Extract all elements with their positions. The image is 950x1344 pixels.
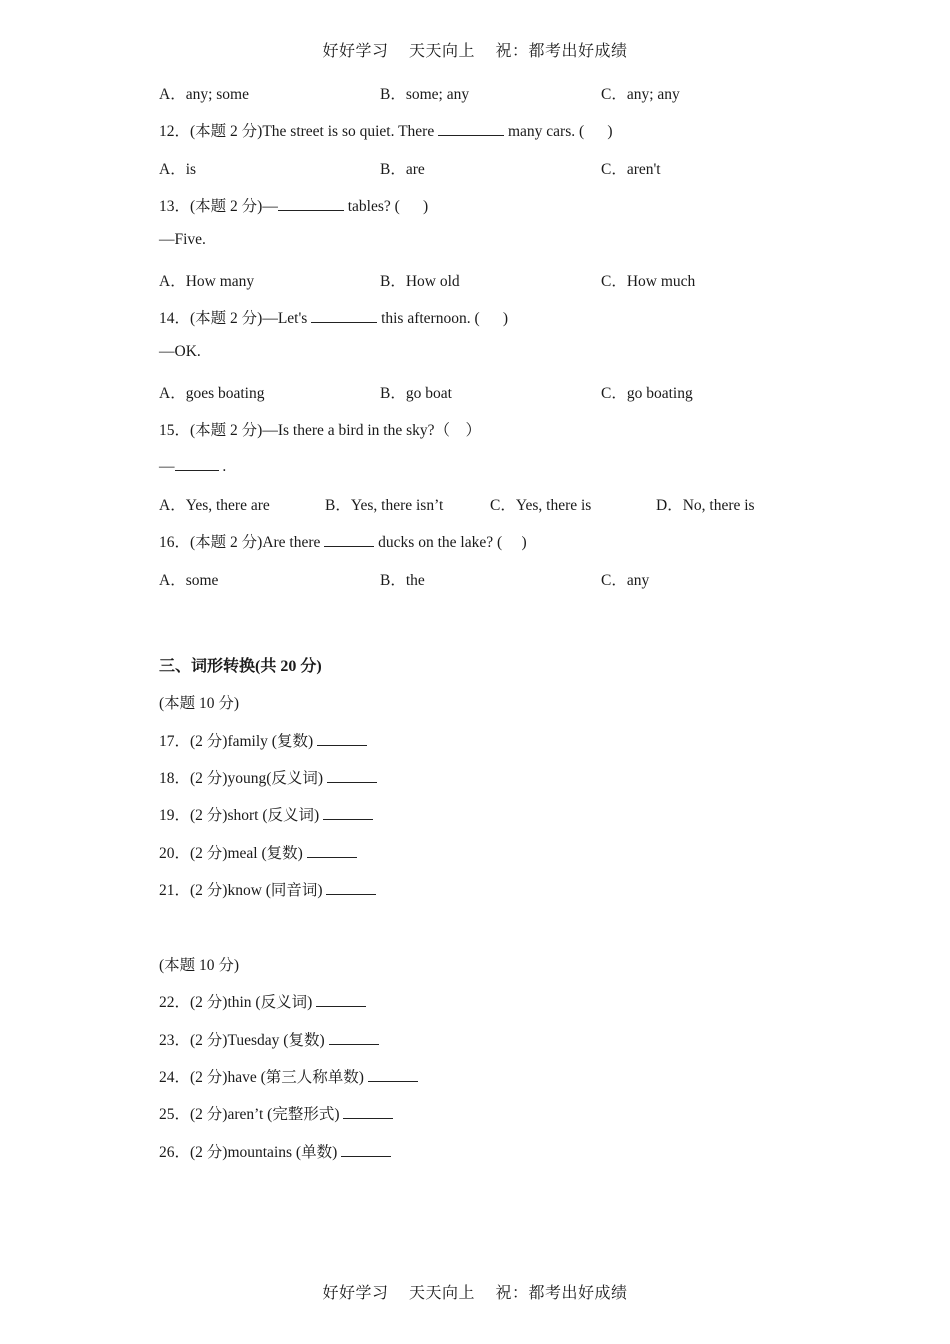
word-item-text: 26．(2 分)mountains (单数) bbox=[159, 1144, 342, 1161]
question-14 bbox=[159, 306, 508, 328]
answer-blank bbox=[368, 1067, 418, 1082]
answer-blank bbox=[341, 1142, 391, 1157]
q16-stem-start: 16．(本题 2 分)Are there bbox=[159, 534, 325, 551]
word-item-text: 22．(2 分)thin (反义词) bbox=[159, 994, 317, 1011]
group-heading: (本题 10 分) bbox=[159, 695, 240, 712]
page-footer bbox=[0, 1280, 950, 1303]
word-item bbox=[159, 1140, 391, 1162]
answer-blank bbox=[175, 456, 219, 471]
header-motto-1: 好好学习 bbox=[322, 43, 389, 60]
answer-blank bbox=[311, 308, 377, 323]
q16-option-a: A．some bbox=[159, 572, 219, 589]
q15-option-b: B．Yes, there isn’t bbox=[325, 497, 444, 514]
q14-option-a: A．goes boating bbox=[159, 385, 265, 402]
q12-stem-start: 12．(本题 2 分)The street is so quiet. There bbox=[159, 123, 439, 140]
q15-answer-start: — bbox=[159, 458, 175, 475]
word-item bbox=[159, 729, 367, 751]
q12-option-a: A．is bbox=[159, 161, 197, 178]
q13-option-b: B．How old bbox=[380, 273, 460, 290]
word-item-text: 20．(2 分)meal (复数) bbox=[159, 845, 307, 862]
word-item-text: 19．(2 分)short (反义词) bbox=[159, 807, 324, 824]
group-heading: (本题 10 分) bbox=[159, 957, 240, 974]
q16-option-c: C．any bbox=[601, 572, 650, 589]
answer-blank bbox=[343, 1104, 393, 1119]
question-12 bbox=[159, 119, 613, 141]
q16-option-b: B．the bbox=[380, 572, 425, 589]
answer-blank bbox=[326, 880, 376, 895]
word-item-text: 21．(2 分)know (同音词) bbox=[159, 882, 327, 899]
answer-blank bbox=[329, 1030, 379, 1045]
question-15: 15．(本题 2 分)—Is there a bird in the sky?（ ） bbox=[159, 422, 481, 439]
q13-option-c: C．How much bbox=[601, 273, 696, 290]
q13-stem-end: tables? ( ) bbox=[343, 198, 429, 215]
header-motto-2: 天天向上 bbox=[408, 43, 475, 60]
answer-blank bbox=[307, 843, 357, 858]
q13-answer-line: —Five. bbox=[159, 231, 206, 248]
word-item bbox=[159, 766, 377, 788]
q14-option-c: C．go boating bbox=[601, 385, 693, 402]
q14-stem-start: 14．(本题 2 分)—Let's bbox=[159, 310, 312, 327]
q12-option-b: B．are bbox=[380, 161, 425, 178]
footer-motto-1: 好好学习 bbox=[322, 1285, 389, 1302]
q14-option-b: B．go boat bbox=[380, 385, 452, 402]
answer-blank bbox=[316, 992, 366, 1007]
answer-blank bbox=[323, 805, 373, 820]
question-13 bbox=[159, 194, 428, 216]
word-item-text: 23．(2 分)Tuesday (复数) bbox=[159, 1032, 329, 1049]
answer-blank bbox=[327, 768, 377, 783]
q13-stem-start: 13．(本题 2 分)— bbox=[159, 198, 278, 215]
q15-option-a: A．Yes, there are bbox=[159, 497, 270, 514]
word-item-text: 24．(2 分)have (第三人称单数) bbox=[159, 1069, 368, 1086]
footer-motto-3: 祝：都考出好成绩 bbox=[495, 1285, 628, 1302]
q15-option-c: C．Yes, there is bbox=[490, 497, 592, 514]
answer-blank bbox=[438, 121, 504, 136]
q11-option-b: B．some; any bbox=[380, 86, 470, 103]
word-item bbox=[159, 841, 357, 863]
answer-blank bbox=[278, 196, 344, 211]
word-item bbox=[159, 1102, 393, 1124]
q14-answer-line: —OK. bbox=[159, 343, 201, 360]
q11-option-a: A．any; some bbox=[159, 86, 249, 103]
word-item bbox=[159, 878, 376, 900]
word-item bbox=[159, 1028, 379, 1050]
q16-stem-end: ducks on the lake? ( ) bbox=[374, 534, 527, 551]
q15-option-d: D．No, there is bbox=[656, 497, 755, 514]
word-item bbox=[159, 1065, 418, 1087]
answer-blank bbox=[317, 731, 367, 746]
word-item-text: 25．(2 分)aren’t (完整形式) bbox=[159, 1106, 344, 1123]
q15-answer-end: . bbox=[218, 458, 227, 475]
q11-option-c: C．any; any bbox=[601, 86, 680, 103]
q12-option-c: C．aren't bbox=[601, 161, 661, 178]
word-item-text: 18．(2 分)young(反义词) bbox=[159, 770, 327, 787]
q14-stem-end: this afternoon. ( ) bbox=[377, 310, 509, 327]
page-header bbox=[0, 38, 950, 61]
question-16 bbox=[159, 530, 527, 552]
section-title: 三、词形转换(共 20 分) bbox=[159, 658, 322, 675]
q13-option-a: A．How many bbox=[159, 273, 255, 290]
q15-answer-line bbox=[159, 456, 226, 476]
word-item-text: 17．(2 分)family (复数) bbox=[159, 733, 317, 750]
q12-stem-end: many cars. ( ) bbox=[504, 123, 613, 140]
header-motto-3: 祝：都考出好成绩 bbox=[495, 43, 628, 60]
word-item bbox=[159, 803, 373, 825]
answer-blank bbox=[324, 532, 374, 547]
footer-motto-2: 天天向上 bbox=[408, 1285, 475, 1302]
word-item bbox=[159, 990, 366, 1012]
